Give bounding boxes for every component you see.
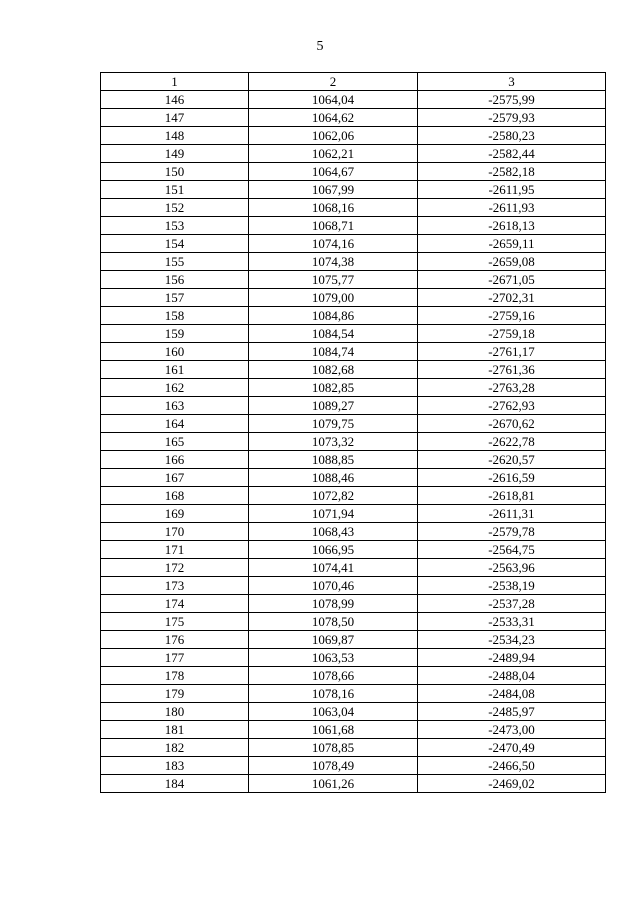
value-cell: -2582,44 (418, 145, 606, 163)
value-cell: 1062,21 (249, 145, 418, 163)
row-number-cell: 178 (101, 667, 249, 685)
row-number-cell: 176 (101, 631, 249, 649)
value-cell: 1078,66 (249, 667, 418, 685)
column-header-1: 1 (101, 73, 249, 91)
value-cell: -2489,94 (418, 649, 606, 667)
row-number-cell: 153 (101, 217, 249, 235)
table-row (101, 739, 606, 757)
value-cell: 1064,62 (249, 109, 418, 127)
row-number-cell: 168 (101, 487, 249, 505)
value-cell: 1063,53 (249, 649, 418, 667)
row-number-cell: 148 (101, 127, 249, 145)
value-cell: -2759,18 (418, 325, 606, 343)
value-cell: -2761,17 (418, 343, 606, 361)
row-number-cell: 160 (101, 343, 249, 361)
value-cell: -2537,28 (418, 595, 606, 613)
table-row (101, 181, 606, 199)
row-number-cell: 184 (101, 775, 249, 793)
value-cell: 1064,67 (249, 163, 418, 181)
row-number-cell: 151 (101, 181, 249, 199)
value-cell: 1068,16 (249, 199, 418, 217)
table-header (101, 73, 606, 91)
value-cell: -2470,49 (418, 739, 606, 757)
table-row (101, 559, 606, 577)
table-row (101, 379, 606, 397)
table-row (101, 775, 606, 793)
row-number-cell: 162 (101, 379, 249, 397)
table-row (101, 415, 606, 433)
table-row (101, 469, 606, 487)
header-row (101, 73, 606, 91)
value-cell: -2579,93 (418, 109, 606, 127)
table-row (101, 145, 606, 163)
table-row (101, 685, 606, 703)
table-row (101, 127, 606, 145)
value-cell: 1088,85 (249, 451, 418, 469)
value-cell: -2618,13 (418, 217, 606, 235)
row-number-cell: 166 (101, 451, 249, 469)
row-number-cell: 167 (101, 469, 249, 487)
value-cell: -2611,95 (418, 181, 606, 199)
value-cell: 1069,87 (249, 631, 418, 649)
row-number-cell: 171 (101, 541, 249, 559)
row-number-cell: 155 (101, 253, 249, 271)
table-row (101, 523, 606, 541)
value-cell: 1088,46 (249, 469, 418, 487)
row-number-cell: 157 (101, 289, 249, 307)
table-row (101, 289, 606, 307)
value-cell: 1067,99 (249, 181, 418, 199)
value-cell: 1079,00 (249, 289, 418, 307)
value-cell: 1064,04 (249, 91, 418, 109)
table-row (101, 163, 606, 181)
row-number-cell: 150 (101, 163, 249, 181)
value-cell: -2563,96 (418, 559, 606, 577)
table-row (101, 703, 606, 721)
row-number-cell: 183 (101, 757, 249, 775)
value-cell: 1078,85 (249, 739, 418, 757)
table-row (101, 271, 606, 289)
value-cell: 1073,32 (249, 433, 418, 451)
value-cell: 1066,95 (249, 541, 418, 559)
value-cell: -2484,08 (418, 685, 606, 703)
value-cell: -2580,23 (418, 127, 606, 145)
value-cell: -2575,99 (418, 91, 606, 109)
table-row (101, 757, 606, 775)
value-cell: -2582,18 (418, 163, 606, 181)
value-cell: -2618,81 (418, 487, 606, 505)
row-number-cell: 146 (101, 91, 249, 109)
row-number-cell: 152 (101, 199, 249, 217)
value-cell: 1075,77 (249, 271, 418, 289)
value-cell: -2622,78 (418, 433, 606, 451)
row-number-cell: 169 (101, 505, 249, 523)
table-row (101, 505, 606, 523)
column-header-3: 3 (418, 73, 606, 91)
table-row (101, 397, 606, 415)
value-cell: -2611,31 (418, 505, 606, 523)
value-cell: -2659,11 (418, 235, 606, 253)
table-row (101, 235, 606, 253)
value-cell: -2488,04 (418, 667, 606, 685)
value-cell: -2534,23 (418, 631, 606, 649)
value-cell: -2671,05 (418, 271, 606, 289)
value-cell: 1070,46 (249, 577, 418, 595)
value-cell: 1084,86 (249, 307, 418, 325)
table-row (101, 541, 606, 559)
table-row (101, 577, 606, 595)
value-cell: 1078,50 (249, 613, 418, 631)
value-cell: 1072,82 (249, 487, 418, 505)
column-header-2: 2 (249, 73, 418, 91)
value-cell: -2670,62 (418, 415, 606, 433)
row-number-cell: 179 (101, 685, 249, 703)
value-cell: 1082,68 (249, 361, 418, 379)
table-row (101, 91, 606, 109)
table-row (101, 631, 606, 649)
value-cell: 1068,43 (249, 523, 418, 541)
value-cell: -2473,00 (418, 721, 606, 739)
row-number-cell: 170 (101, 523, 249, 541)
table-row (101, 649, 606, 667)
value-cell: 1062,06 (249, 127, 418, 145)
row-number-cell: 154 (101, 235, 249, 253)
row-number-cell: 173 (101, 577, 249, 595)
row-number-cell: 159 (101, 325, 249, 343)
row-number-cell: 181 (101, 721, 249, 739)
table-row (101, 217, 606, 235)
value-cell: -2469,02 (418, 775, 606, 793)
value-cell: -2659,08 (418, 253, 606, 271)
value-cell: -2485,97 (418, 703, 606, 721)
table-row (101, 109, 606, 127)
data-table (100, 72, 606, 793)
row-number-cell: 147 (101, 109, 249, 127)
table-body (101, 91, 606, 793)
value-cell: -2579,78 (418, 523, 606, 541)
row-number-cell: 180 (101, 703, 249, 721)
table-row (101, 433, 606, 451)
value-cell: -2616,59 (418, 469, 606, 487)
value-cell: -2763,28 (418, 379, 606, 397)
table-row (101, 199, 606, 217)
table-row (101, 667, 606, 685)
value-cell: 1071,94 (249, 505, 418, 523)
value-cell: 1078,49 (249, 757, 418, 775)
table-row (101, 325, 606, 343)
value-cell: 1063,04 (249, 703, 418, 721)
table-row (101, 613, 606, 631)
value-cell: 1078,99 (249, 595, 418, 613)
value-cell: -2761,36 (418, 361, 606, 379)
table-row (101, 343, 606, 361)
value-cell: -2762,93 (418, 397, 606, 415)
value-cell: 1082,85 (249, 379, 418, 397)
table-row (101, 307, 606, 325)
table-row (101, 361, 606, 379)
value-cell: -2702,31 (418, 289, 606, 307)
row-number-cell: 164 (101, 415, 249, 433)
row-number-cell: 158 (101, 307, 249, 325)
row-number-cell: 161 (101, 361, 249, 379)
row-number-cell: 149 (101, 145, 249, 163)
value-cell: 1078,16 (249, 685, 418, 703)
row-number-cell: 177 (101, 649, 249, 667)
table-row (101, 721, 606, 739)
value-cell: -2564,75 (418, 541, 606, 559)
table-row (101, 253, 606, 271)
value-cell: 1079,75 (249, 415, 418, 433)
value-cell: 1084,54 (249, 325, 418, 343)
page-number: 5 (316, 39, 324, 54)
row-number-cell: 175 (101, 613, 249, 631)
value-cell: -2620,57 (418, 451, 606, 469)
value-cell: 1074,38 (249, 253, 418, 271)
value-cell: 1074,41 (249, 559, 418, 577)
value-cell: -2538,19 (418, 577, 606, 595)
table-row (101, 595, 606, 613)
row-number-cell: 165 (101, 433, 249, 451)
row-number-cell: 163 (101, 397, 249, 415)
table-row (101, 487, 606, 505)
row-number-cell: 172 (101, 559, 249, 577)
value-cell: -2533,31 (418, 613, 606, 631)
value-cell: -2611,93 (418, 199, 606, 217)
value-cell: -2759,16 (418, 307, 606, 325)
row-number-cell: 156 (101, 271, 249, 289)
row-number-cell: 182 (101, 739, 249, 757)
row-number-cell: 174 (101, 595, 249, 613)
value-cell: 1068,71 (249, 217, 418, 235)
value-cell: 1061,26 (249, 775, 418, 793)
value-cell: 1074,16 (249, 235, 418, 253)
table-row (101, 451, 606, 469)
value-cell: -2466,50 (418, 757, 606, 775)
value-cell: 1061,68 (249, 721, 418, 739)
value-cell: 1084,74 (249, 343, 418, 361)
value-cell: 1089,27 (249, 397, 418, 415)
